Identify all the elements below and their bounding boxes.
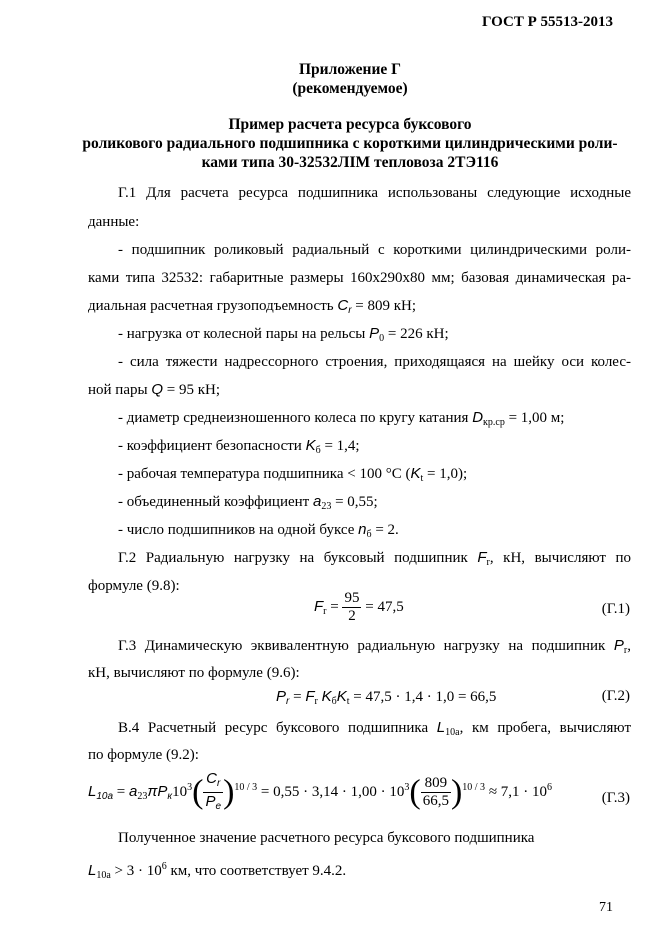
item3-line2: ной пары Q = 95 кН; bbox=[88, 381, 220, 398]
para2-line2: формуле (9.8): bbox=[88, 578, 180, 594]
para1-line1: Г.1 Для расчета ресурса подшипника использованы следующие исходные bbox=[118, 185, 631, 201]
appendix-subtitle: (рекомендуемое) bbox=[292, 80, 408, 97]
document-code: ГОСТ Р 55513-2013 bbox=[481, 14, 613, 30]
page-number: 71 bbox=[599, 900, 613, 915]
equation-g1-label: (Г.1) bbox=[601, 601, 630, 617]
equation-g1: $F_r$ = $\frac{95}{2}$ = 47,5 bbox=[314, 590, 404, 624]
para4-line1: В.4 Расчетный ресурс буксового подшипника $L_{10a}$, км пробега, вычисляют bbox=[118, 719, 631, 738]
para4-line2: по формуле (9.2): bbox=[88, 747, 199, 763]
item1-line1: - подшипник роликовый радиальный с короткими цилиндрическими роли- bbox=[118, 242, 631, 258]
heading-line-1: Пример расчета ресурса буксового bbox=[228, 116, 472, 133]
para3-line1: Г.3 Динамическую эквивалентную радиальную нагрузку на подшипник $P_r$, bbox=[118, 637, 631, 656]
item1-line2: ками типа 32532: габаритные размеры 160х290х80 мм; базовая динамическая ра- bbox=[88, 270, 631, 286]
equation-g3: $L_{10a} = a_{23}\pi P_к10^3$( $\frac{C_r}{P_е}$ )$^{10 / 3} = 0,55 \cdot 3,14 \cdot 1,00 \cdot 10^3$( $\frac{809}{66,5}$ )$^{10 / 3} \approx 7,1 \cdot 10^6$ bbox=[88, 770, 553, 812]
equation-g2-label: (Г.2) bbox=[601, 688, 630, 704]
item2: - нагрузка от колесной пары на рельсы $P_0 = 226$ кН; bbox=[118, 325, 449, 344]
appendix-title: Приложение Г bbox=[298, 61, 402, 78]
item5: - коэффициент безопасности $K_б = 1,4$; bbox=[118, 437, 360, 456]
heading-line-2: роликового радиального подшипника с короткими цилиндрическими роли- bbox=[82, 135, 618, 152]
para3-line2: кН, вычисляют по формуле (9.6): bbox=[88, 665, 300, 681]
item7: - объединенный коэффициент $a_{23} = 0,55$; bbox=[118, 493, 378, 512]
item4: - диаметр среднеизношенного колеса по кругу катания $D_{кр.ср} = 1,00$ м; bbox=[118, 409, 565, 428]
para5-line2: $L_{10a} > 3 \cdot 10^6$ км, что соответствует 9.4.2. bbox=[88, 861, 347, 881]
heading-line-3: ками типа 30-32532ЛIМ тепловоза 2ТЭ116 bbox=[201, 154, 499, 171]
para5-line1: Полученное значение расчетного ресурса буксового подшипника bbox=[118, 830, 535, 846]
item1-line3: диальная расчетная грузоподъемность $C_r = 809$ кН; bbox=[88, 297, 417, 316]
para1-line2: данные: bbox=[88, 214, 140, 230]
item3-line1: - сила тяжести надрессорного строения, приходящаяся на шейку оси колес- bbox=[118, 354, 631, 370]
item8: - число подшипников на одной буксе $n_б = 2$. bbox=[118, 521, 399, 540]
item6: - рабочая температура подшипника < 100 °С $(K_t = 1,0)$; bbox=[118, 465, 468, 484]
para2-line1: Г.2 Радиальную нагрузку на буксовый подшипник $F_r$, кН, вычисляют по bbox=[118, 549, 631, 568]
equation-g2: $P_r = F_r$ $K_бK_t = 47,5 \cdot 1,4 \cdot 1,0 = 66,5$ bbox=[276, 688, 497, 707]
equation-g3-label: (Г.3) bbox=[601, 790, 630, 806]
